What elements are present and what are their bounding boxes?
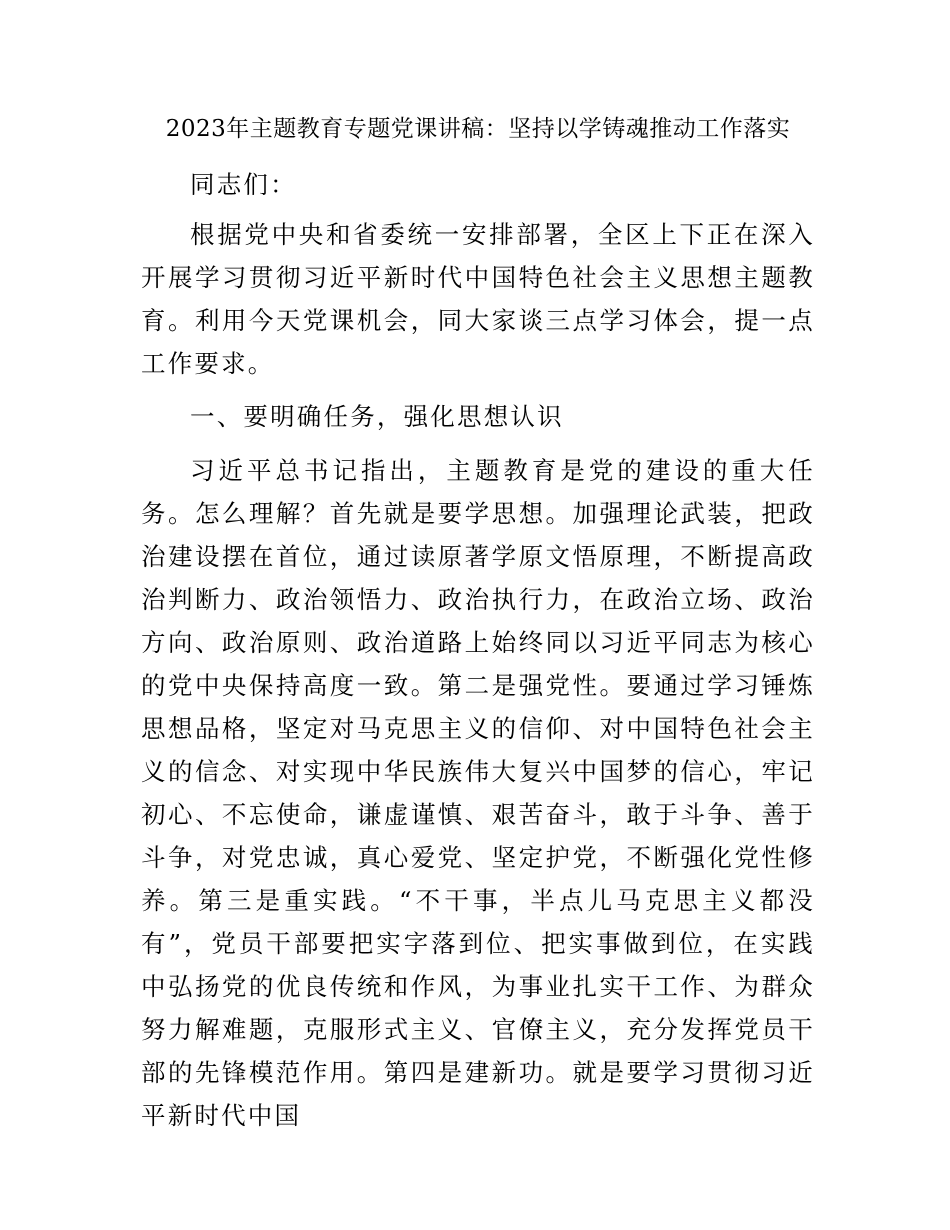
intro-paragraph: 根据党中央和省委统一安排部署，全区上下正在深入开展学习贯彻习近平新时代中国特色社会主义思想主题教育。利用今天党课机会，同大家谈三点学习体会，提一点工作要求。 bbox=[141, 220, 815, 378]
document-title: 2023年主题教育专题党课讲稿：坚持以学铸魂推动工作落实 bbox=[165, 116, 791, 142]
section-1-paragraph: 习近平总书记指出，主题教育是党的建设的重大任务。怎么理解？首先就是要学思想。加强理论武装，把政治建设摆在首位，通过读原著学原文悟原理，不断提高政治判断力、政治领悟力、政治执行力，在政治立场、政治方向、政治原则、政治道路上始终同以习近平同志为核心的党中央保持高度一致。第二是强党性。要通过学习锤炼思想品格，坚定对马克思主义的信仰、对中国特色社会主义的信念、对实现中华民族伟大复兴中国梦的信心，牢记初心、不忘使命，谦虚谨慎、艰苦奋斗，敢于斗争、善于斗争，对党忠诚，真心爱党、坚定护党，不断强化党性修养。第三是重实践。“不干事，半点儿马克思主义都没有”，党员干部要把实字落到位、把实事做到位，在实践中弘扬党的优良传统和作风，为事业扎实干工作、为群众努力解难题，克服形式主义、官僚主义，充分发挥党员干部的先锋模范作用。第四是建新功。就是要学习贯彻习近平新时代中国 bbox=[141, 456, 815, 1130]
salutation: 同志们： bbox=[190, 170, 297, 199]
document-body bbox=[141, 163, 815, 1147]
section-heading-1: 一、要明确任务，强化思想认识 bbox=[190, 402, 564, 431]
